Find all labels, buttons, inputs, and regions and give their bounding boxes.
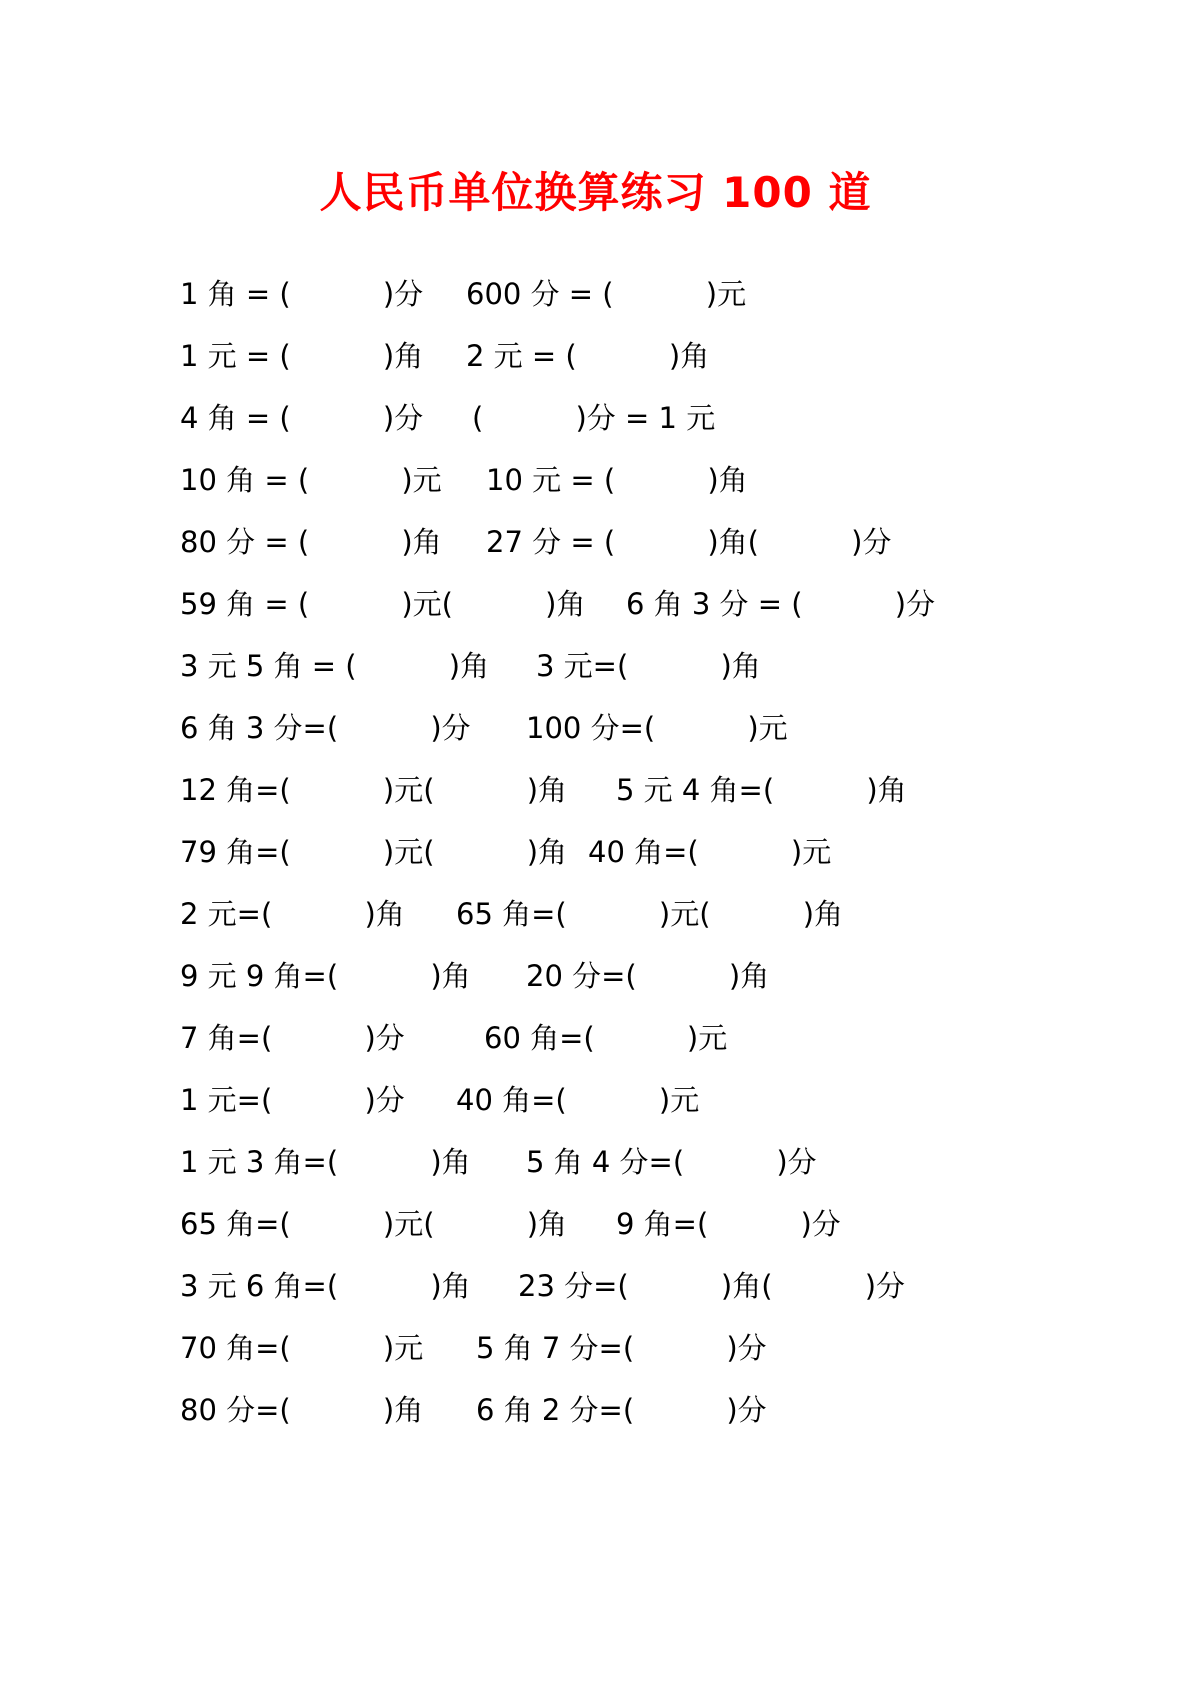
exercise-row — [0, 1140, 1191, 1180]
exercise-row — [0, 768, 1191, 808]
exercise-row — [0, 1016, 1191, 1056]
exercise-question: 100 分=( )元 — [526, 711, 788, 745]
exercise-question: 10 角 = ( )元 — [180, 463, 442, 497]
exercise-question: 70 角=( )元 — [180, 1331, 424, 1365]
exercise-row — [0, 396, 1191, 436]
exercise-question: 59 角 = ( )元( )角 — [180, 587, 586, 621]
exercise-question: 7 角=( )分 — [180, 1021, 405, 1055]
exercise-question: 5 元 4 角=( )角 — [616, 773, 907, 807]
exercise-question: 5 角 7 分=( )分 — [476, 1331, 767, 1365]
exercise-question: 9 角=( )分 — [616, 1207, 841, 1241]
exercise-question: 1 元 = ( )角 — [180, 339, 424, 373]
exercise-question: 65 角=( )元( )角 — [180, 1207, 568, 1241]
exercise-question: 1 元 3 角=( )角 — [180, 1145, 471, 1179]
exercise-row — [0, 458, 1191, 498]
exercise-question: 3 元 6 角=( )角 — [180, 1269, 471, 1303]
exercise-question: 40 角=( )元 — [456, 1083, 700, 1117]
exercise-question: 3 元 5 角 = ( )角 — [180, 649, 490, 683]
exercise-row — [0, 1264, 1191, 1304]
exercise-question: 12 角=( )元( )角 — [180, 773, 568, 807]
exercise-row — [0, 582, 1191, 622]
exercise-question: 6 角 3 分 = ( )分 — [626, 587, 936, 621]
exercise-question: 600 分 = ( )元 — [466, 277, 747, 311]
exercise-question: 3 元=( )角 — [536, 649, 761, 683]
exercise-question: 65 角=( )元( )角 — [456, 897, 844, 931]
exercise-question: 2 元 = ( )角 — [466, 339, 710, 373]
exercise-row — [0, 1388, 1191, 1428]
exercise-question: 79 角=( )元( )角 — [180, 835, 568, 869]
exercise-question: 80 分=( )角 — [180, 1393, 424, 1427]
exercise-question: 9 元 9 角=( )角 — [180, 959, 471, 993]
exercise-question: ( )分 = 1 元 — [472, 401, 716, 435]
exercise-row — [0, 706, 1191, 746]
exercise-question: 4 角 = ( )分 — [180, 401, 424, 435]
exercise-question: 1 角 = ( )分 — [180, 277, 424, 311]
exercise-question: 10 元 = ( )角 — [486, 463, 748, 497]
exercise-row — [0, 954, 1191, 994]
exercise-row — [0, 520, 1191, 560]
exercise-question: 1 元=( )分 — [180, 1083, 405, 1117]
exercise-question: 60 角=( )元 — [484, 1021, 728, 1055]
exercise-row — [0, 1078, 1191, 1118]
exercise-question: 6 角 2 分=( )分 — [476, 1393, 767, 1427]
exercise-question: 40 角=( )元 — [588, 835, 832, 869]
page-title: 人民币单位换算练习 100 道 — [319, 168, 872, 217]
exercise-question: 20 分=( )角 — [526, 959, 770, 993]
exercise-row — [0, 830, 1191, 870]
exercise-row — [0, 272, 1191, 312]
exercise-row — [0, 334, 1191, 374]
exercise-question: 23 分=( )角( )分 — [518, 1269, 906, 1303]
exercise-question: 80 分 = ( )角 — [180, 525, 442, 559]
exercise-question: 5 角 4 分=( )分 — [526, 1145, 817, 1179]
exercise-question: 2 元=( )角 — [180, 897, 405, 931]
exercise-row — [0, 1326, 1191, 1366]
exercise-row — [0, 1202, 1191, 1242]
exercise-question: 6 角 3 分=( )分 — [180, 711, 471, 745]
exercise-row — [0, 892, 1191, 932]
exercise-row — [0, 644, 1191, 684]
exercise-question: 27 分 = ( )角( )分 — [486, 525, 892, 559]
